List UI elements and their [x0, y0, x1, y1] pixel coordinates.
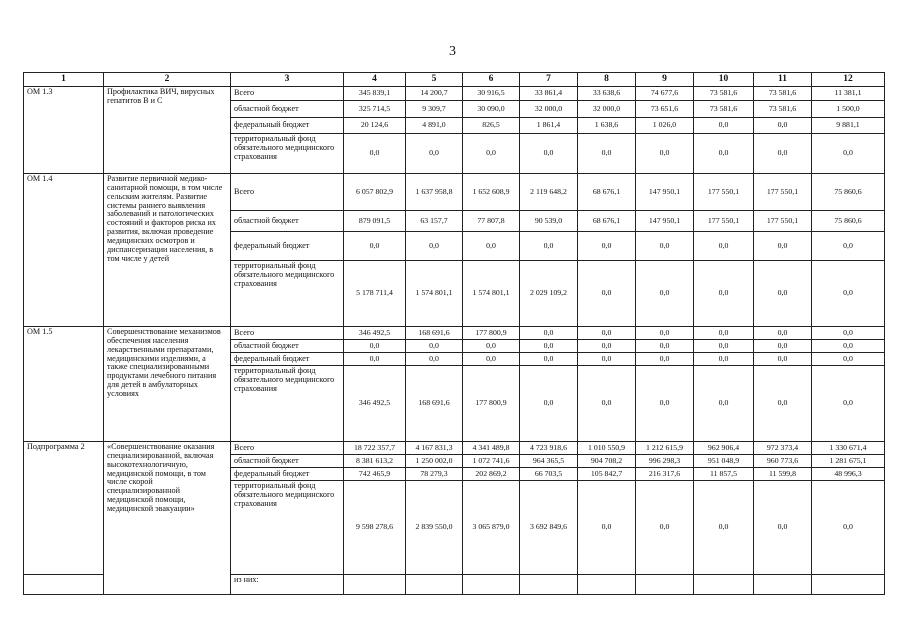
program-name: Профилактика ВИЧ, вирусных гепатитов В и С [104, 87, 231, 174]
amount-cell: 0,0 [694, 366, 754, 442]
funding-source: областной бюджет [231, 340, 344, 353]
amount-cell: 0,0 [520, 340, 578, 353]
amount-cell: 345 839,1 [344, 87, 406, 101]
amount-cell: 0,0 [754, 327, 812, 340]
amount-cell: 0,0 [812, 134, 885, 174]
amount-cell: 1 010 550,9 [578, 442, 636, 455]
amount-cell: 0,0 [754, 366, 812, 442]
amount-cell: 32 000,0 [578, 101, 636, 118]
amount-cell: 1 637 958,8 [406, 174, 463, 211]
amount-cell: 0,0 [754, 481, 812, 575]
column-header: 3 [231, 73, 344, 87]
amount-cell: 0,0 [812, 481, 885, 575]
column-header: 10 [694, 73, 754, 87]
amount-cell: 0,0 [694, 261, 754, 327]
amount-cell: 168 691,6 [406, 366, 463, 442]
amount-cell: 996 298,3 [636, 455, 694, 468]
amount-cell: 0,0 [636, 481, 694, 575]
column-header: 2 [104, 73, 231, 87]
amount-cell: 879 091,5 [344, 211, 406, 232]
amount-cell: 0,0 [406, 134, 463, 174]
amount-cell: 2 029 109,2 [520, 261, 578, 327]
column-header: 8 [578, 73, 636, 87]
amount-cell: 1 652 608,9 [463, 174, 520, 211]
amount-cell: 0,0 [694, 118, 754, 134]
funding-source: федеральный бюджет [231, 232, 344, 261]
amount-cell: 960 773,6 [754, 455, 812, 468]
amount-cell: 147 950,1 [636, 174, 694, 211]
column-header: 1 [24, 73, 104, 87]
amount-cell: 73 581,6 [694, 87, 754, 101]
amount-cell: 0,0 [578, 353, 636, 366]
amount-cell: 0,0 [578, 340, 636, 353]
funding-source: федеральный бюджет [231, 118, 344, 134]
amount-cell: 0,0 [694, 327, 754, 340]
header-row [24, 73, 885, 87]
program-code: ОМ 1.3 [24, 87, 104, 174]
amount-cell: 68 676,1 [578, 211, 636, 232]
amount-cell: 0,0 [812, 232, 885, 261]
amount-cell: 0,0 [578, 366, 636, 442]
amount-cell: 0,0 [694, 232, 754, 261]
amount-cell: 202 869,2 [463, 468, 520, 481]
amount-cell: 742 465,9 [344, 468, 406, 481]
program-name: Развитие первичной медико-санитарной помощи, в том числе сельским жителям. Развитие системы раннего выявления заболеваний и патологических состояний и факторов риска их развития, включая проведение медицинских осмотров и диспансеризации населения, в том числе у детей [104, 174, 231, 327]
amount-cell: 11 857,5 [694, 468, 754, 481]
program-name: Совершенствование механизмов обеспечения населения лекарственными препаратами, медицинскими изделиями, а также специализированными продуктами лечебного питания для детей в амбулаторных условиях [104, 327, 231, 442]
amount-cell: 1 212 615,9 [636, 442, 694, 455]
program-name: «Совершенствование оказания специализированной, включая высокотехнологичную, медицинской помощи, в том числе скорой специализированной медицинской помощи, медицинской эвакуации» [104, 442, 231, 595]
amount-cell: 66 703,5 [520, 468, 578, 481]
amount-cell: 0,0 [578, 232, 636, 261]
funding-source: территориальный фонд обязательного медицинского страхования [231, 481, 344, 575]
amount-cell: 0,0 [578, 134, 636, 174]
funding-source: Всего [231, 327, 344, 340]
amount-cell: 4 891,0 [406, 118, 463, 134]
column-header: 9 [636, 73, 694, 87]
column-header: 12 [812, 73, 885, 87]
table-row [24, 174, 885, 211]
funding-source: территориальный фонд обязательного медицинского страхования [231, 366, 344, 442]
amount-cell: 73 581,6 [754, 101, 812, 118]
amount-cell: 90 539,0 [520, 211, 578, 232]
amount-cell: 0,0 [812, 327, 885, 340]
amount-cell: 0,0 [754, 118, 812, 134]
amount-cell: 0,0 [578, 261, 636, 327]
amount-cell: 14 200,7 [406, 87, 463, 101]
amount-cell: 0,0 [344, 353, 406, 366]
amount-cell: 177 800,9 [463, 366, 520, 442]
column-header: 11 [754, 73, 812, 87]
amount-cell: 3 065 879,0 [463, 481, 520, 575]
amount-cell: 0,0 [754, 353, 812, 366]
amount-cell: 77 807,8 [463, 211, 520, 232]
table-row [24, 87, 885, 101]
program-code: ОМ 1.5 [24, 327, 104, 442]
amount-cell: 0,0 [344, 134, 406, 174]
amount-cell: 4 341 489,8 [463, 442, 520, 455]
funding-source: территориальный фонд обязательного медицинского страхования [231, 261, 344, 327]
funding-source: областной бюджет [231, 101, 344, 118]
amount-cell: 30 090,0 [463, 101, 520, 118]
amount-cell: 177 550,1 [754, 211, 812, 232]
funding-source: из них: [231, 575, 344, 595]
empty-cell [578, 575, 636, 595]
amount-cell: 1 574 801,1 [463, 261, 520, 327]
amount-cell: 1 861,4 [520, 118, 578, 134]
amount-cell: 0,0 [694, 481, 754, 575]
amount-cell: 63 157,7 [406, 211, 463, 232]
amount-cell: 0,0 [463, 134, 520, 174]
amount-cell: 18 722 357,7 [344, 442, 406, 455]
amount-cell: 0,0 [754, 261, 812, 327]
amount-cell: 2 839 550,0 [406, 481, 463, 575]
amount-cell: 20 124,6 [344, 118, 406, 134]
program-code: Подпрограмма 2 [24, 442, 104, 575]
amount-cell: 0,0 [812, 261, 885, 327]
empty-cell [636, 575, 694, 595]
amount-cell: 1 026,0 [636, 118, 694, 134]
amount-cell: 32 000,0 [520, 101, 578, 118]
amount-cell: 11 381,1 [812, 87, 885, 101]
amount-cell: 33 861,4 [520, 87, 578, 101]
amount-cell: 346 492,5 [344, 327, 406, 340]
amount-cell: 0,0 [694, 134, 754, 174]
amount-cell: 0,0 [636, 353, 694, 366]
amount-cell: 0,0 [636, 327, 694, 340]
column-header: 5 [406, 73, 463, 87]
amount-cell: 0,0 [636, 366, 694, 442]
amount-cell: 105 842,7 [578, 468, 636, 481]
amount-cell: 68 676,1 [578, 174, 636, 211]
amount-cell: 0,0 [812, 366, 885, 442]
amount-cell: 177 550,1 [694, 211, 754, 232]
amount-cell: 1 638,6 [578, 118, 636, 134]
empty-cell [754, 575, 812, 595]
amount-cell: 78 279,3 [406, 468, 463, 481]
empty-cell [520, 575, 578, 595]
amount-cell: 0,0 [754, 134, 812, 174]
amount-cell: 0,0 [694, 340, 754, 353]
amount-cell: 962 906,4 [694, 442, 754, 455]
amount-cell: 0,0 [344, 340, 406, 353]
amount-cell: 0,0 [578, 327, 636, 340]
funding-source: Всего [231, 174, 344, 211]
amount-cell: 0,0 [463, 232, 520, 261]
amount-cell: 904 708,2 [578, 455, 636, 468]
amount-cell: 0,0 [520, 134, 578, 174]
amount-cell: 0,0 [636, 261, 694, 327]
funding-source: федеральный бюджет [231, 468, 344, 481]
amount-cell: 0,0 [463, 340, 520, 353]
amount-cell: 951 048,9 [694, 455, 754, 468]
empty-cell [463, 575, 520, 595]
amount-cell: 0,0 [694, 353, 754, 366]
table-row [24, 327, 885, 340]
amount-cell: 0,0 [406, 340, 463, 353]
amount-cell: 168 691,6 [406, 327, 463, 340]
amount-cell: 972 373,4 [754, 442, 812, 455]
amount-cell: 4 723 918,6 [520, 442, 578, 455]
empty-cell [694, 575, 754, 595]
amount-cell: 30 916,5 [463, 87, 520, 101]
column-header: 4 [344, 73, 406, 87]
amount-cell: 177 550,1 [754, 174, 812, 211]
amount-cell: 11 599,8 [754, 468, 812, 481]
amount-cell: 0,0 [812, 353, 885, 366]
amount-cell: 9 881,1 [812, 118, 885, 134]
amount-cell: 177 800,9 [463, 327, 520, 340]
amount-cell: 73 651,6 [636, 101, 694, 118]
amount-cell: 826,5 [463, 118, 520, 134]
amount-cell: 1 072 741,6 [463, 455, 520, 468]
amount-cell: 75 860,6 [812, 174, 885, 211]
table-row [24, 442, 885, 455]
amount-cell: 177 550,1 [694, 174, 754, 211]
amount-cell: 325 714,5 [344, 101, 406, 118]
amount-cell: 0,0 [636, 232, 694, 261]
amount-cell: 3 692 849,6 [520, 481, 578, 575]
amount-cell: 1 281 675,1 [812, 455, 885, 468]
amount-cell: 0,0 [520, 327, 578, 340]
amount-cell: 216 317,6 [636, 468, 694, 481]
amount-cell: 0,0 [520, 232, 578, 261]
amount-cell: 0,0 [754, 340, 812, 353]
amount-cell: 964 365,5 [520, 455, 578, 468]
amount-cell: 75 860,6 [812, 211, 885, 232]
amount-cell: 6 057 802,9 [344, 174, 406, 211]
funding-source: Всего [231, 442, 344, 455]
amount-cell: 74 677,6 [636, 87, 694, 101]
budget-table [23, 72, 885, 595]
funding-source: федеральный бюджет [231, 353, 344, 366]
amount-cell: 0,0 [812, 340, 885, 353]
amount-cell: 0,0 [406, 232, 463, 261]
amount-cell: 0,0 [578, 481, 636, 575]
amount-cell: 0,0 [636, 134, 694, 174]
amount-cell: 1 574 801,1 [406, 261, 463, 327]
amount-cell: 346 492,5 [344, 366, 406, 442]
column-header: 6 [463, 73, 520, 87]
empty-cell [812, 575, 885, 595]
amount-cell: 4 167 831,3 [406, 442, 463, 455]
amount-cell: 9 309,7 [406, 101, 463, 118]
amount-cell: 1 500,0 [812, 101, 885, 118]
amount-cell: 0,0 [463, 353, 520, 366]
amount-cell: 2 119 648,2 [520, 174, 578, 211]
amount-cell: 1 250 002,0 [406, 455, 463, 468]
amount-cell: 73 581,6 [694, 101, 754, 118]
empty-cell [344, 575, 406, 595]
funding-source: территориальный фонд обязательного медицинского страхования [231, 134, 344, 174]
amount-cell: 73 581,6 [754, 87, 812, 101]
amount-cell: 0,0 [520, 366, 578, 442]
amount-cell: 5 178 711,4 [344, 261, 406, 327]
amount-cell: 1 330 671,4 [812, 442, 885, 455]
page-number: 3 [449, 44, 456, 59]
amount-cell: 0,0 [754, 232, 812, 261]
amount-cell: 8 381 613,2 [344, 455, 406, 468]
amount-cell: 48 996,3 [812, 468, 885, 481]
amount-cell: 0,0 [406, 353, 463, 366]
funding-source: областной бюджет [231, 211, 344, 232]
program-code: ОМ 1.4 [24, 174, 104, 327]
column-header: 7 [520, 73, 578, 87]
amount-cell: 9 598 278,6 [344, 481, 406, 575]
amount-cell: 33 638,6 [578, 87, 636, 101]
amount-cell: 0,0 [344, 232, 406, 261]
empty-cell [24, 575, 104, 595]
amount-cell: 0,0 [636, 340, 694, 353]
amount-cell: 0,0 [520, 353, 578, 366]
funding-source: Всего [231, 87, 344, 101]
funding-source: областной бюджет [231, 455, 344, 468]
empty-cell [406, 575, 463, 595]
amount-cell: 147 950,1 [636, 211, 694, 232]
